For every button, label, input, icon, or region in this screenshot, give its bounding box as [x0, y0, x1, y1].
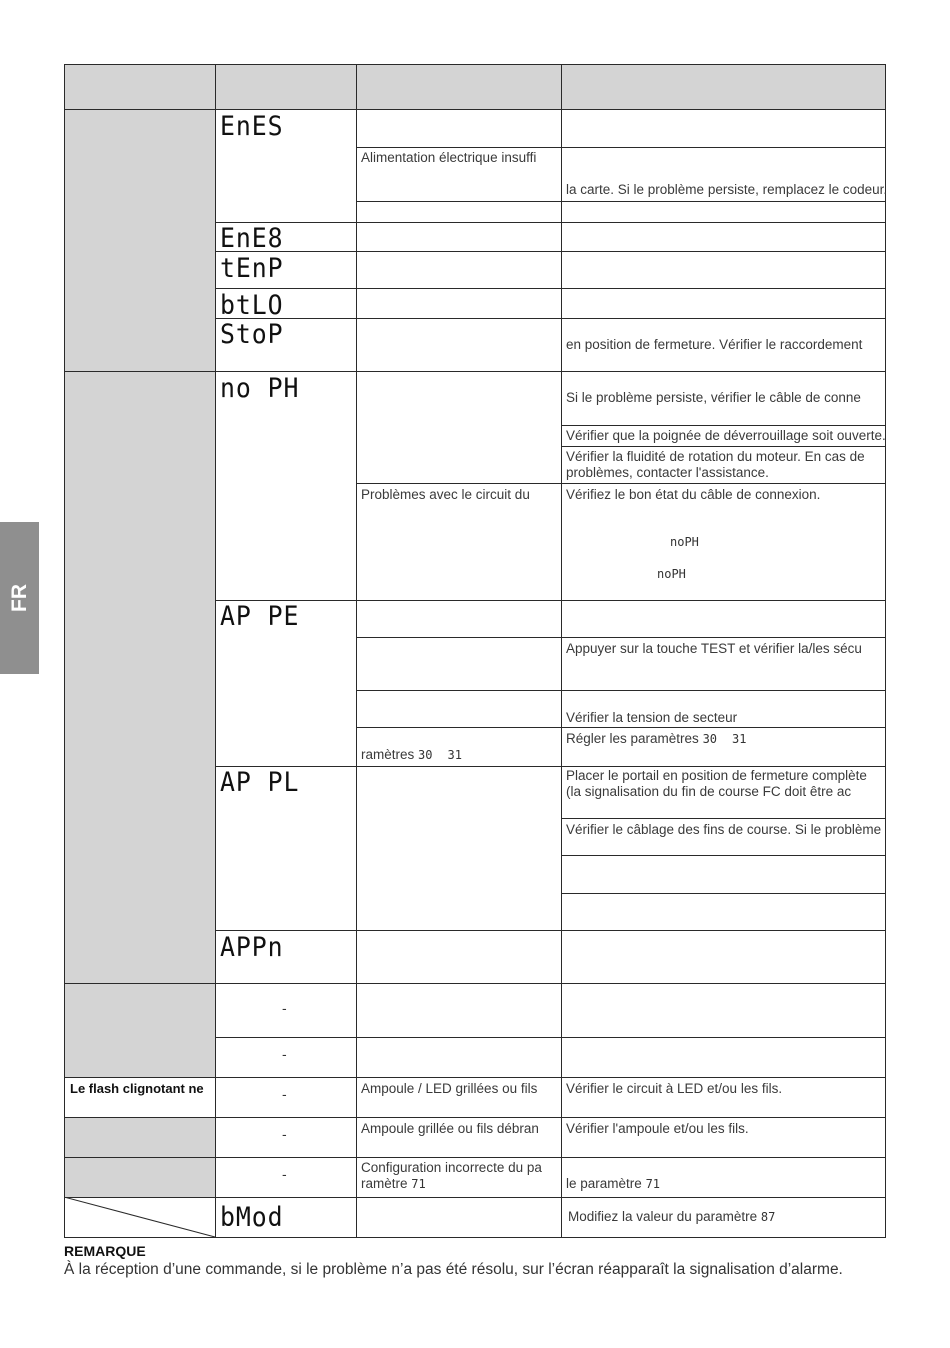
remedy-check-led: Vérifier le circuit à LED et/ou les fils.	[566, 1081, 783, 1096]
group-cell-6	[64, 1157, 215, 1197]
remedy-test-key: Appuyer sur la touche TEST et vérifier la/les sécu	[566, 641, 862, 656]
problem-flash: Le flash clignotant ne	[70, 1081, 204, 1096]
remedy-closed-position: en position de fermeture. Vérifier le raccordement	[566, 337, 863, 352]
noph-reference-2: noPH	[657, 567, 686, 581]
code-stop: StoP	[220, 319, 284, 350]
dash-5: -	[282, 1166, 287, 1182]
code-appl: AP PL	[220, 767, 300, 798]
code-temp: tEnP	[220, 253, 284, 284]
dash-3: -	[282, 1086, 287, 1102]
cause-params-30-31: ramètres 30 31	[361, 747, 462, 762]
remedy-limit-wiring: Vérifier le câblage des fins de course. Si le problème	[566, 822, 882, 837]
remedy-set-params: Régler les paramètres 30 31	[566, 731, 747, 746]
group-cell-2	[64, 371, 215, 983]
remedy-param-71: le paramètre 71	[566, 1176, 661, 1191]
remedy-motor-rotation-2: problèmes, contacter l'assistance.	[566, 465, 769, 480]
group-cell-5	[64, 1117, 215, 1157]
remedy-full-close-2: (la signalisation du fin de course FC doit être ac	[566, 784, 852, 799]
remedy-param-87: Modifiez la valeur du paramètre 87	[568, 1209, 776, 1224]
dash-2: -	[282, 1046, 287, 1062]
cause-bulb-wires: Ampoule grillée ou fils débran	[361, 1121, 539, 1136]
cause-config-2: ramètre 71	[361, 1176, 426, 1191]
code-btlo: btLO	[220, 290, 284, 321]
group-cell-3	[64, 983, 215, 1077]
header-row	[64, 64, 886, 109]
remedy-replace-encoder: la carte. Si le problème persiste, remplacez le codeur.	[566, 182, 888, 197]
cause-circuit-problems: Problèmes avec le circuit du	[361, 487, 530, 502]
code-appe: AP PE	[220, 601, 300, 632]
remedy-check-bulb: Vérifier l'ampoule et/ou les fils.	[566, 1121, 749, 1136]
remedy-full-close-1: Placer le portail en position de fermeture complète	[566, 768, 867, 783]
code-ene8: EnE8	[220, 223, 284, 254]
cause-bulb-led: Ampoule / LED grillées ou fils	[361, 1081, 538, 1096]
code-bmod: bMod	[220, 1202, 284, 1233]
cause-power-insufficient: Alimentation électrique insuffi	[361, 150, 537, 165]
code-appn: APPn	[220, 932, 284, 963]
group-cell-1	[64, 109, 215, 371]
remedy-mains-voltage: Vérifier la tension de secteur	[566, 710, 738, 725]
empty-cell-diagonal	[64, 1197, 216, 1238]
note-text: À la réception d’une commande, si le problème n’a pas été résolu, sur l’écran réapparaît la signalisation d’alarme.	[64, 1261, 843, 1278]
code-enes: EnES	[220, 111, 284, 142]
dash-1: -	[282, 1000, 287, 1016]
language-tab-label: FR	[7, 584, 31, 612]
remedy-motor-rotation-1: Vérifier la fluidité de rotation du moteur. En cas de	[566, 449, 865, 464]
code-noph: no PH	[220, 373, 300, 404]
noph-reference-1: noPH	[670, 535, 699, 549]
remedy-cable-state: Vérifiez le bon état du câble de connexion.	[566, 487, 821, 502]
note-title: REMARQUE	[64, 1243, 146, 1259]
cause-config-1: Configuration incorrecte du pa	[361, 1160, 542, 1175]
remedy-release-handle: Vérifier que la poignée de déverrouillage soit ouverte.	[566, 428, 886, 443]
dash-4: -	[282, 1126, 287, 1142]
remedy-check-cable-conn: Si le problème persiste, vérifier le câble de conne	[566, 390, 861, 405]
